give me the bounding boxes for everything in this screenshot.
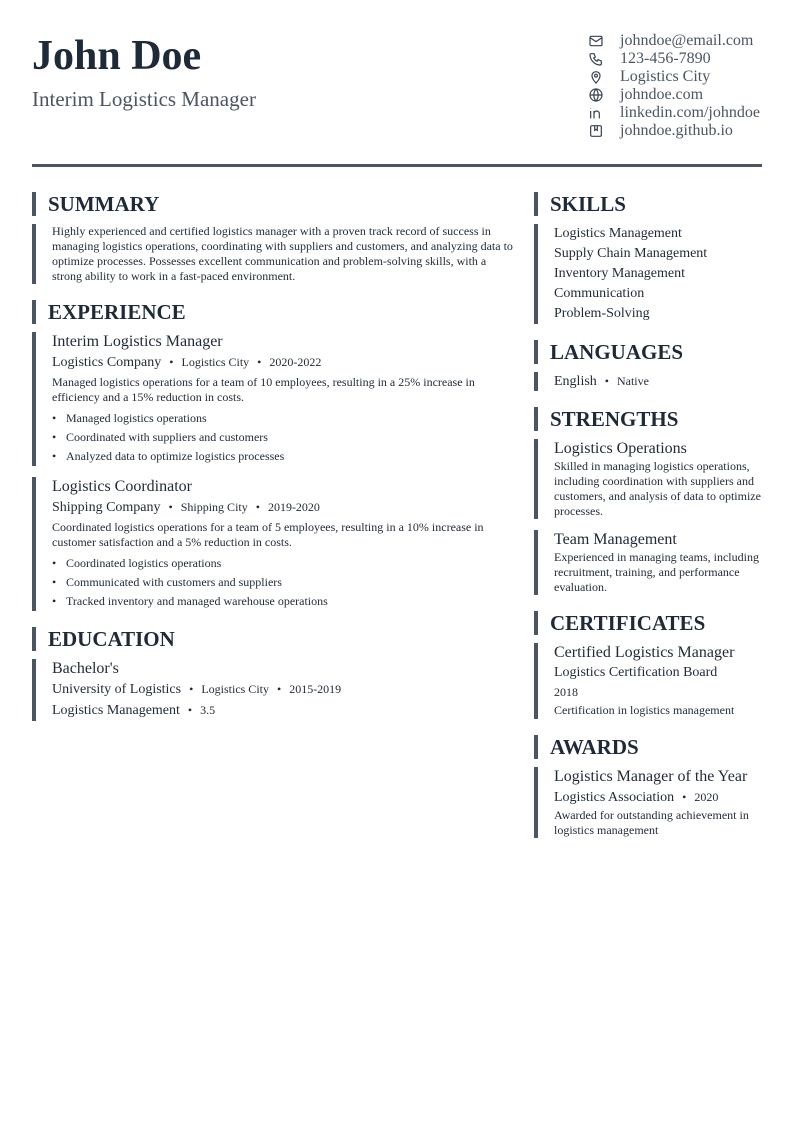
skill-item: Communication <box>554 286 645 301</box>
awards-heading: AWARDS <box>534 735 764 759</box>
award-description: Awarded for outstanding achievement in logistics management <box>554 808 749 837</box>
contact-github[interactable] <box>588 122 760 140</box>
mail-icon <box>588 33 604 49</box>
skill-item: Supply Chain Management <box>554 246 708 261</box>
award-date: 2020 <box>694 790 719 804</box>
contact-location <box>588 68 760 86</box>
certificate-title: Certified Logistics Manager <box>554 644 735 661</box>
education-meta: University of Logistics • Logistics City • 2015-2019 <box>52 682 342 697</box>
job-company: Shipping Company <box>52 500 161 515</box>
job-location: Logistics City <box>181 355 250 369</box>
strength-item <box>534 530 764 595</box>
education-field-meta: Logistics Management • 3.5 <box>52 703 216 718</box>
phone-icon <box>588 51 604 67</box>
contact-email[interactable] <box>588 32 760 50</box>
certificates-heading: CERTIFICATES <box>534 611 764 635</box>
job-bullet: • Coordinated with suppliers and customers <box>52 428 514 447</box>
job-dates: 2020-2022 <box>269 355 322 369</box>
job-description: Coordinated logistics operations for a team of 5 employees, resulting in a 10% increase in customer satisfaction and a 5% reduction in costs. <box>52 520 484 549</box>
experience-item <box>32 477 514 611</box>
header-divider <box>32 164 762 167</box>
language-name: English <box>554 374 597 389</box>
contact-phone[interactable] <box>588 50 760 68</box>
contact-github-text[interactable]: johndoe.github.io <box>620 122 733 139</box>
strengths-heading: STRENGTHS <box>534 407 764 431</box>
skills-heading: SKILLS <box>534 192 764 216</box>
certificate-item <box>534 643 764 719</box>
contact-linkedin[interactable] <box>588 104 760 122</box>
job-bullets <box>52 554 514 611</box>
location-icon <box>588 69 604 85</box>
strength-description: Skilled in managing logistics operations, including coordination with suppliers and customers, and analysis of data to optimize processes. <box>554 459 761 518</box>
linkedin-icon <box>588 105 604 121</box>
language-item: English • Native <box>554 374 649 389</box>
strength-title: Team Management <box>554 531 677 548</box>
skills-block <box>534 224 764 324</box>
award-meta: Logistics Association • 2020 <box>554 790 719 805</box>
summary-block <box>32 224 514 284</box>
strength-description: Experienced in managing teams, including recruitment, training, and performance evaluation. <box>554 550 759 594</box>
job-bullet: • Tracked inventory and managed warehouse operations <box>52 592 514 611</box>
education-item <box>32 659 514 721</box>
job-bullet: • Coordinated logistics operations <box>52 554 514 573</box>
language-level: Native <box>616 374 649 388</box>
contact-location-text: Logistics City <box>620 68 711 85</box>
contact-phone-text[interactable]: 123-456-7890 <box>620 50 711 67</box>
job-meta: Shipping Company • Shipping City • 2019-2020 <box>52 500 320 515</box>
certificate-date: 2018 <box>554 685 578 699</box>
candidate-title: Interim Logistics Manager <box>32 87 256 111</box>
skill-item: Problem-Solving <box>554 306 650 321</box>
job-bullet: • Communicated with customers and suppliers <box>52 573 514 592</box>
strength-item <box>534 439 764 519</box>
education-heading: EDUCATION <box>32 627 514 651</box>
education-location: Logistics City <box>201 682 269 696</box>
certificate-description: Certification in logistics management <box>554 703 735 717</box>
contact-email-text[interactable]: johndoe@email.com <box>620 32 754 49</box>
job-company: Logistics Company <box>52 355 162 370</box>
job-title: Logistics Coordinator <box>52 478 192 495</box>
contact-website[interactable] <box>588 86 760 104</box>
summary-text: Highly experienced and certified logistics manager with a proven track record of success in managing logistics operations, coordinating with suppliers and customers, and analyzing data to optimize processes. Possesses excellent communication and problem-solving skills, with a strong ability to work in a fast-paced environment. <box>52 224 513 283</box>
job-location: Shipping City <box>180 500 248 514</box>
job-meta: Logistics Company • Logistics City • 2020-2022 <box>52 355 322 370</box>
job-bullet: • Managed logistics operations <box>52 409 514 428</box>
languages-block <box>534 372 764 391</box>
job-bullets <box>52 409 514 466</box>
resume-header <box>32 30 762 150</box>
education-dates: 2015-2019 <box>289 682 342 696</box>
education-gpa: 3.5 <box>200 703 216 717</box>
education-school: University of Logistics <box>52 682 182 697</box>
skill-item: Inventory Management <box>554 266 686 281</box>
experience-item <box>32 332 514 466</box>
job-description: Managed logistics operations for a team of 10 employees, resulting in a 25% increase in efficiency and a 15% reduction in costs. <box>52 375 475 404</box>
left-column <box>32 192 514 721</box>
right-column <box>534 192 764 838</box>
award-issuer: Logistics Association <box>554 790 675 805</box>
experience-heading: EXPERIENCE <box>32 300 514 324</box>
contact-linkedin-text[interactable]: linkedin.com/johndoe <box>620 104 760 121</box>
job-title: Interim Logistics Manager <box>52 333 223 350</box>
certificate-issuer: Logistics Certification Board <box>554 665 718 680</box>
github-icon <box>588 123 604 139</box>
education-degree: Bachelor's <box>52 660 119 677</box>
award-item <box>534 767 764 838</box>
contact-website-text[interactable]: johndoe.com <box>620 86 704 103</box>
candidate-name: John Doe <box>32 33 202 79</box>
contact-list <box>588 32 760 140</box>
summary-heading: SUMMARY <box>32 192 514 216</box>
languages-heading: LANGUAGES <box>534 340 764 364</box>
job-bullet: • Analyzed data to optimize logistics processes <box>52 447 514 466</box>
education-field: Logistics Management <box>52 703 180 718</box>
skill-item: Logistics Management <box>554 226 682 241</box>
globe-icon <box>588 87 604 103</box>
job-dates: 2019-2020 <box>267 500 320 514</box>
strength-title: Logistics Operations <box>554 440 687 457</box>
award-title: Logistics Manager of the Year <box>554 768 748 785</box>
